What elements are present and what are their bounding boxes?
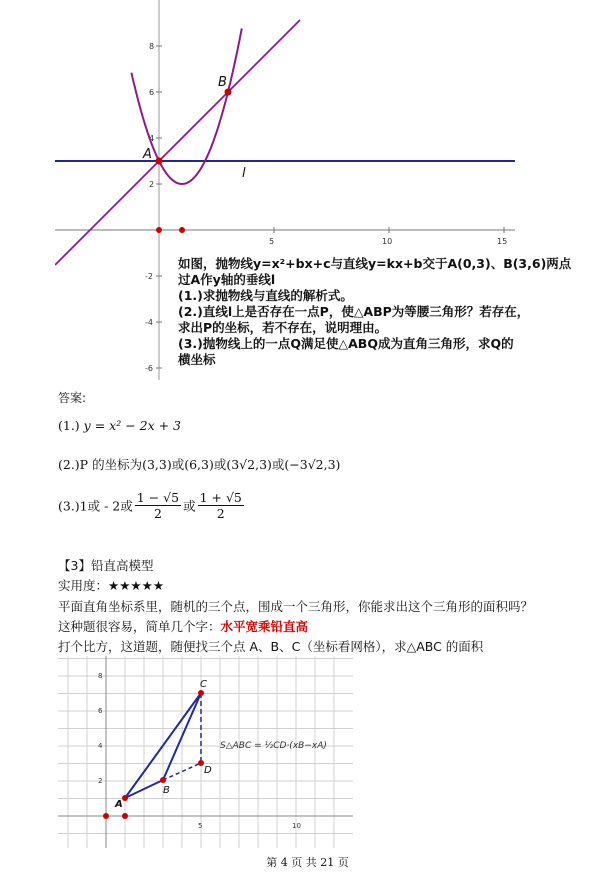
point-a-label: A	[143, 147, 152, 162]
answer-1-prefix: (1.)	[58, 418, 80, 433]
y-tick-label: 2	[98, 777, 103, 785]
x-tick-label: 5	[198, 822, 203, 830]
rating: 实用度：★★★★★	[58, 578, 165, 593]
y-tick-label: 6	[98, 707, 103, 715]
fraction-numerator: 1 − √5	[136, 490, 180, 505]
x-tick-label: 15	[497, 237, 508, 246]
line-l-label: l	[242, 166, 246, 181]
point-c-dot	[198, 690, 204, 696]
answer-2-part2: (3√2,3)或(−3√2,3)	[226, 457, 341, 472]
line-ab	[55, 20, 300, 265]
y-tick-label: -6	[145, 364, 153, 373]
point-b-label: B	[218, 75, 227, 90]
x-axis-dot	[156, 227, 162, 233]
problem-text	[178, 256, 572, 368]
fraction-denominator: 2	[216, 506, 225, 521]
point-c-label: C	[200, 679, 207, 690]
problem-line: (2.)直线l上是否存在一点P，使△ABP为等腰三角形？若存在，	[178, 304, 530, 319]
area-formula: S△ABC = ½CD·(xB−xA)	[220, 741, 327, 751]
paragraph-2	[58, 617, 308, 635]
x-tick-label: 10	[292, 822, 301, 830]
highlight-text: 水平宽乘铅直高	[220, 619, 309, 634]
problem-line: 如图，抛物线y=x²+bx+c与直线y=kx+b交于A(0,3)、B(3,6)两点	[178, 256, 572, 271]
y-tick-label: 6	[149, 88, 155, 97]
problem-line: 求出P的坐标，若不存在，说明理由。	[178, 320, 388, 335]
answer-label: 答案:	[58, 391, 87, 405]
y-tick-label: 2	[149, 180, 155, 189]
problem-line: 横坐标	[178, 352, 216, 367]
point-d-label: D	[204, 765, 212, 776]
section-title: 【3】铅直高模型	[58, 558, 154, 573]
figure2-graph	[58, 656, 353, 848]
x-axis-dot	[179, 227, 185, 233]
paragraph-1: 平面直角坐标系里，随机的三个点，围成一个三角形，你能求出这个三角形的面积吗？	[58, 599, 534, 614]
fraction-numerator: 1 + √5	[199, 490, 242, 505]
problem-line: (1.)求抛物线与直线的解析式。	[178, 288, 353, 303]
y-tick-label: 8	[98, 672, 103, 680]
point-a-dot	[122, 795, 128, 801]
problem-line: 过A作y轴的垂线l	[178, 272, 276, 287]
answer-2-part1: (3,3)或(6,3)或	[142, 457, 227, 472]
x-tick-label: 10	[382, 237, 393, 246]
paragraph-2-prefix: 这种题很容易，简单几个字：	[58, 619, 221, 634]
y-tick-label: -2	[145, 272, 153, 281]
answer-3-fraction-2	[198, 490, 244, 521]
page-footer: 第 4 页 共 21 页	[266, 856, 349, 869]
x-axis-dot	[103, 813, 109, 819]
paragraph-3: 打个比方，这道题，随便找三个点 A、B、C（坐标看网格），求△ABC 的面积	[58, 639, 484, 654]
point-a-label: A	[115, 799, 123, 810]
answer-3-prefix: (3.)1或 - 2或	[58, 498, 133, 514]
answer-1	[58, 418, 181, 433]
point-b-label: B	[163, 785, 170, 796]
answer-2-prefix: (2.)P 的坐标为	[58, 457, 143, 472]
y-tick-label: 8	[149, 42, 155, 51]
x-tick-label: 5	[269, 237, 275, 246]
answer-2	[58, 455, 340, 473]
point-b-dot	[160, 777, 166, 783]
y-tick-label: 4	[98, 742, 103, 750]
x-axis-dot	[122, 813, 128, 819]
point-a-dot	[156, 158, 163, 165]
answer-3-fraction-1	[135, 490, 181, 521]
y-tick-label: -4	[145, 318, 153, 327]
answer-3	[58, 490, 246, 521]
y-tick-label: 4	[149, 134, 155, 143]
answer-3-or: 或	[183, 498, 196, 514]
fraction-denominator: 2	[153, 506, 162, 521]
answer-1-expr: y = x² − 2x + 3	[83, 418, 182, 433]
problem-line: (3.)抛物线上的一点Q满足使△ABQ成为直角三角形，求Q的	[178, 336, 514, 351]
